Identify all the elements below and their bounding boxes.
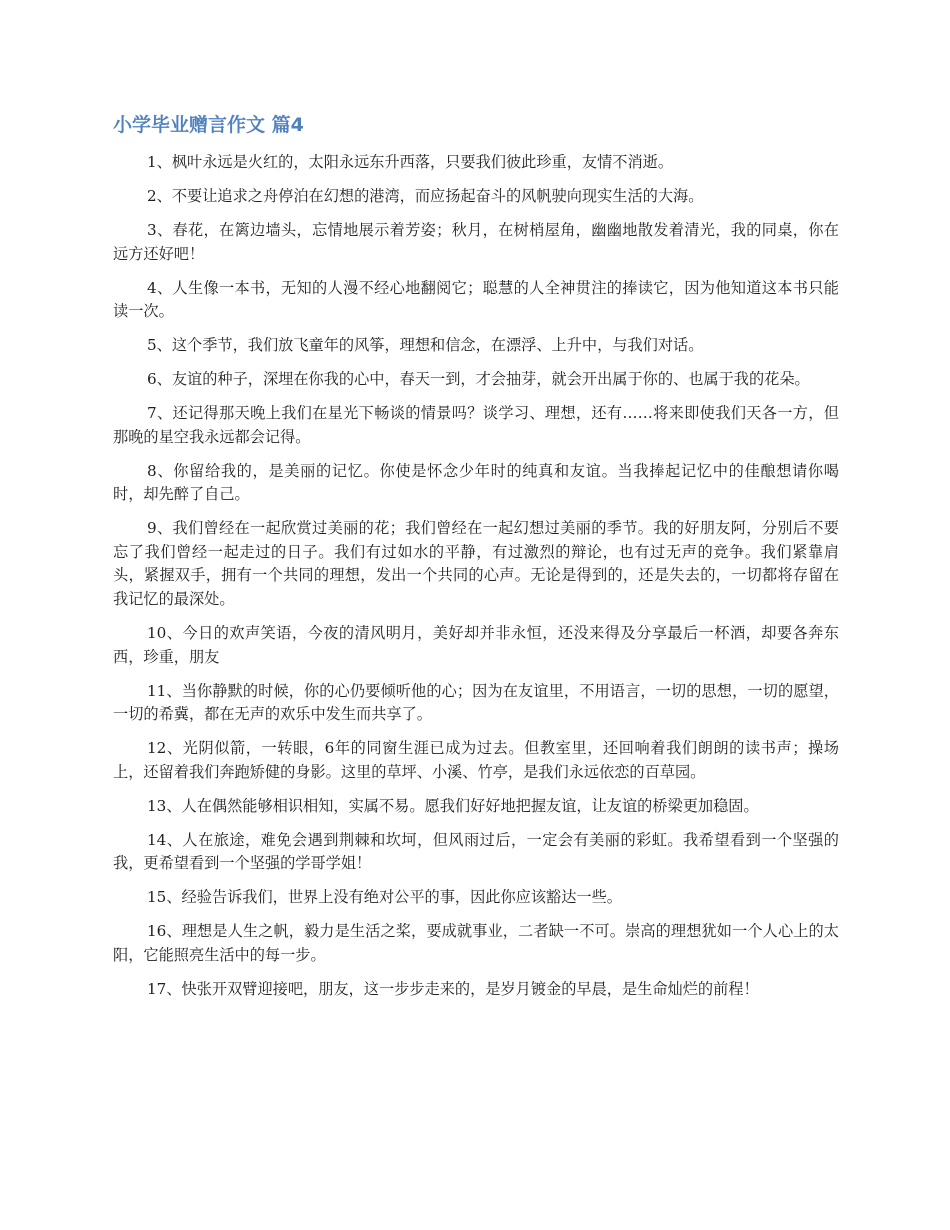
paragraph-15: 15、经验告诉我们，世界上没有绝对公平的事，因此你应该豁达一些。 (147, 888, 622, 907)
paragraph-8: 8、你留给我的，是美丽的记忆。你使是怀念少年时的纯真和友谊。当我捧起记忆中的佳酿想请你喝时，却先醉了自己。 (113, 461, 839, 504)
paragraph-3: 3、春花，在篱边墙头，忘情地展示着芳姿；秋月，在树梢屋角，幽幽地散发着清光，我的同桌，你在远方还好吧！ (113, 220, 839, 263)
paragraph-7: 7、还记得那天晚上我们在星光下畅谈的情景吗？谈学习、理想，还有……将来即使我们天各一方，但那晚的星空我永远都会记得。 (113, 404, 839, 446)
paragraph-5: 5、这个季节，我们放飞童年的风筝，理想和信念，在漂浮、上升中，与我们对话。 (147, 336, 704, 355)
paragraph-14: 14、人在旅途，难免会遇到荆棘和坎坷，但风雨过后，一定会有美丽的彩虹。我希望看到一个坚强的我，更希望看到一个坚强的学哥学姐！ (113, 830, 839, 873)
paragraph-13: 13、人在偶然能够相识相知，实属不易。愿我们好好地把握友谊，让友谊的桥梁更加稳固。 (147, 796, 759, 815)
paragraph-11: 11、当你静默的时候，你的心仍要倾听他的心；因为在友谊里，不用语言，一切的思想，一切的愿望，一切的希冀，都在无声的欢乐中发生而共享了。 (113, 681, 839, 724)
document-page (113, 110, 839, 1012)
paragraph-1: 1、枫叶永远是火红的，太阳永远东升西落，只要我们彼此珍重，友情不消逝。 (147, 153, 674, 171)
paragraph-9: 9、我们曾经在一起欣赏过美丽的花；我们曾经在一起幻想过美丽的季节。我的好朋友阿，分别后不要忘了我们曾经一起走过的日子。我们有过如水的平静，有过激烈的辩论，也有过无声的竞争。我们紧靠肩头，紧握双手，拥有一个共同的理想，发出一个共同的心声。无论是得到的，还是失去的，一切都将存留在我记忆的最深处。 (113, 519, 839, 609)
document-title: 小学毕业赠言作文 篇4 (113, 114, 304, 136)
paragraph-6: 6、友谊的种子，深埋在你我的心中，春天一到，才会抽芽，就会开出属于你的、也属于我的花朵。 (147, 370, 810, 389)
paragraph-17: 17、快张开双臂迎接吧，朋友，这一步步走来的，是岁月镀金的早晨，是生命灿烂的前程！ (147, 979, 759, 998)
paragraph-10: 10、今日的欢声笑语，今夜的清风明月，美好却并非永恒，还没来得及分享最后一杯酒，却要各奔东西，珍重，朋友 (113, 624, 839, 666)
paragraph-4: 4、人生像一本书，无知的人漫不经心地翻阅它；聪慧的人全神贯注的捧读它，因为他知道这本书只能读一次。 (113, 278, 839, 321)
paragraph-12: 12、光阴似箭，一转眼，6年的同窗生涯已成为过去。但教室里，还回响着我们朗朗的读书声；操场上，还留着我们奔跑矫健的身影。这里的草坪、小溪、竹亭，是我们永远依恋的百草园。 (113, 739, 839, 781)
paragraph-16: 16、理想是人生之帆，毅力是生活之桨，要成就事业，二者缺一不可。崇高的理想犹如一个人心上的太阳，它能照亮生活中的每一步。 (113, 922, 839, 964)
paragraph-2: 2、不要让追求之舟停泊在幻想的港湾，而应扬起奋斗的风帆驶向现实生活的大海。 (147, 186, 704, 205)
